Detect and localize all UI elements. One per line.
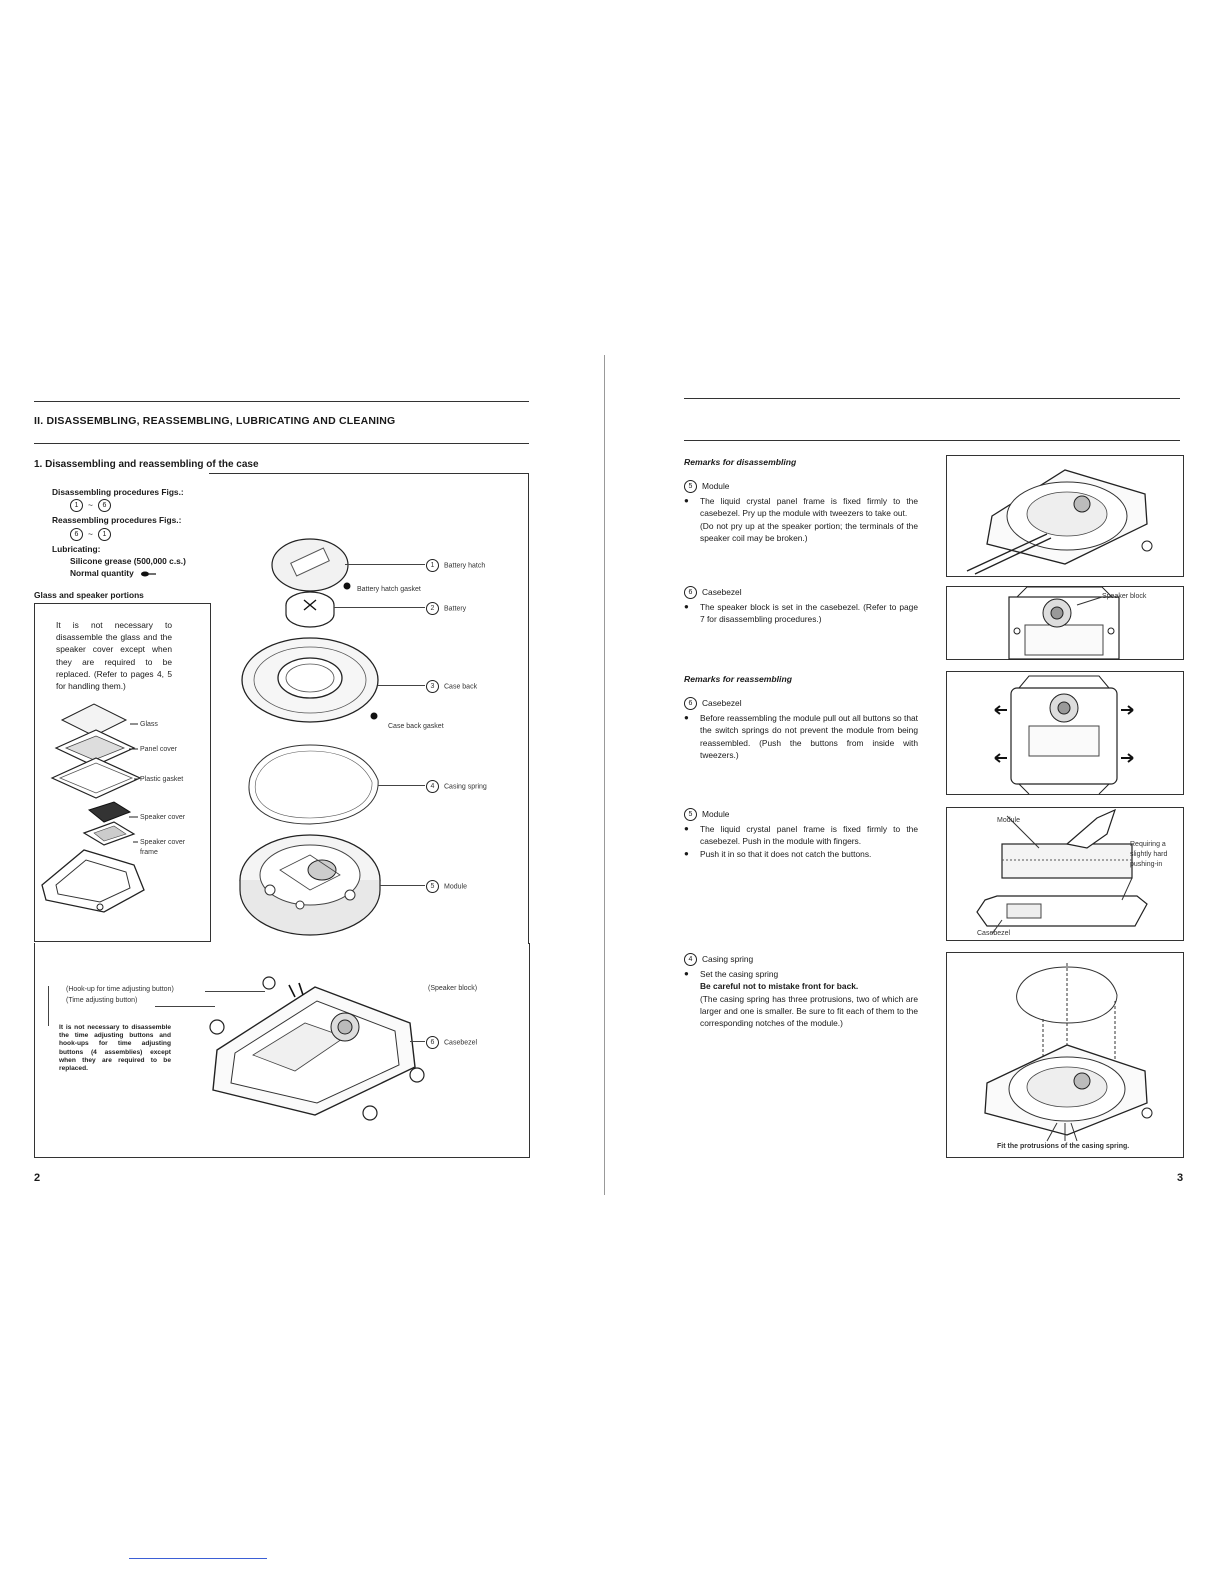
bullet-row — [684, 848, 918, 860]
lubricating-label: Lubricating: — [52, 543, 101, 554]
label-module-text: Module — [444, 883, 467, 891]
bullet-dot: ● — [684, 602, 689, 612]
page-number-left: 2 — [34, 1172, 41, 1184]
bullet-dot: ● — [684, 969, 689, 979]
top-rule-left — [34, 401, 529, 402]
reassembling-seq — [52, 528, 212, 541]
label-speaker-cover: Speaker cover — [140, 814, 186, 821]
section-rule-left — [34, 443, 529, 444]
top-rule-right — [684, 398, 1180, 399]
seq-end: 1 — [98, 528, 111, 541]
fig-label-module: Module — [997, 817, 1020, 824]
section-rule-right — [684, 440, 1180, 441]
bullet-text-1: The liquid crystal panel frame is fixed firmly to the casebezel. Pry up the module with tweezers to take out. — [700, 496, 918, 519]
fig-label-requiring-2: slightly hard — [1130, 851, 1168, 858]
speaker-block-illustration — [947, 587, 1183, 659]
num-6: 6 — [684, 586, 697, 599]
re-item-casebezel-title — [684, 697, 918, 710]
lower-note: It is not necessary to disassemble the time adjusting buttons and hook-ups for time adjusting buttons (4 assemblies) except when they are required to be replaced. — [59, 1024, 171, 1073]
bullet-text-3: (The casing spring has three protrusions, two of which are larger and one is smaller. Be sure to fit each of them to the corresponding notches of the module.) — [700, 993, 918, 1029]
bullet-dot: ● — [684, 848, 689, 858]
grease-text: Silicone grease (500,000 c.s.) — [70, 556, 186, 567]
bullet-text: The speaker block is set in the casebezel. (Refer to page 7 for disassembling procedures.) — [700, 602, 918, 625]
label-casing-spring-text: Casing spring — [444, 783, 487, 791]
disassembling-seq — [52, 499, 212, 512]
label-time-button: (Time adjusting button) — [66, 997, 138, 1004]
fig-label-requiring-3: pushing-in — [1130, 861, 1163, 868]
seq-start: 1 — [70, 499, 83, 512]
bottom-underline — [129, 1558, 267, 1559]
label-case-back-text: Case back — [444, 683, 478, 691]
label-casebezel-text: Casebezel — [444, 1039, 478, 1047]
leader-time-button — [155, 1006, 215, 1007]
fig-label-requiring-1: Requiring a — [1130, 841, 1166, 848]
label-hook-up: (Hook-up for time adjusting button) — [66, 986, 174, 993]
leader-casing-spring — [378, 785, 425, 786]
num-3: 3 — [426, 680, 439, 693]
fig-module-tweezers — [946, 455, 1184, 577]
procedures-block — [52, 486, 212, 580]
num-6: 6 — [684, 697, 697, 710]
fig-speaker-block — [946, 586, 1184, 660]
casing-spring-illustration — [947, 953, 1183, 1157]
bullet-dot: ● — [684, 824, 689, 834]
num-2: 2 — [426, 602, 439, 615]
seq-sep: ~ — [88, 500, 93, 511]
fig-label-speaker-block: Speaker block — [1102, 593, 1147, 600]
glass-heading: Glass and speaker portions — [34, 590, 144, 600]
bullet-row — [684, 968, 918, 1029]
item-title: Casebezel — [702, 587, 742, 597]
label-speaker-cover-frame-2: frame — [140, 849, 158, 856]
bullet-text: Push it in so that it does not catch the buttons. — [700, 848, 872, 859]
label-battery-text: Battery — [444, 605, 467, 613]
re-item-module-title — [684, 808, 918, 821]
bracket-line — [48, 986, 65, 1026]
item-title: Module — [702, 481, 730, 491]
leader-battery — [334, 607, 425, 608]
label-battery-hatch — [426, 559, 485, 572]
bullet-text: The liquid crystal panel frame is fixed firmly to the casebezel. Push in the module with fingers. — [700, 824, 918, 847]
subsection-title: 1. Disassembling and reassembling of the case — [34, 459, 259, 470]
quantity-text: Normal quantity — [70, 568, 134, 579]
label-case-back — [426, 680, 477, 693]
re-item-casing-spring — [684, 953, 918, 1029]
bullet-row — [684, 823, 918, 847]
label-panel-cover: Panel cover — [140, 746, 177, 753]
label-plastic-gasket: Plastic gasket — [140, 776, 184, 783]
bullet-dot: ● — [684, 713, 689, 723]
label-casebezel — [426, 1036, 477, 1049]
label-case-back-gasket: Case back gasket — [388, 723, 444, 730]
leader-casebezel — [410, 1041, 425, 1042]
label-casing-spring — [426, 780, 487, 793]
oil-drop-icon — [140, 568, 156, 580]
seq-end: 6 — [98, 499, 111, 512]
bullet-dot: ● — [684, 496, 689, 506]
dis-item-module — [684, 480, 918, 544]
fig-label-fit: Fit the protrusions of the casing spring. — [997, 1143, 1130, 1150]
leader-module — [380, 885, 425, 886]
bullet-row — [684, 712, 918, 761]
num-4: 4 — [426, 780, 439, 793]
casebezel-illustration — [195, 975, 445, 1125]
label-glass: Glass — [140, 721, 158, 728]
dis-item-casebezel-title — [684, 586, 918, 599]
glass-note: It is not necessary to disassemble the glass and the speaker cover except when they are required to be replaced. (Refer to pages 4, 5 for handling them.) — [56, 620, 172, 692]
leader-battery-hatch — [345, 564, 425, 565]
bullet-text — [700, 968, 918, 1029]
label-speaker-cover-frame-1: Speaker cover — [140, 839, 186, 846]
bullet-text — [700, 495, 918, 544]
disassembling-label: Disassembling procedures Figs.: — [52, 487, 184, 497]
remarks-disassembling: Remarks for disassembling — [684, 457, 797, 467]
section-title: II. DISASSEMBLING, REASSEMBLING, LUBRICATING AND CLEANING — [34, 415, 396, 427]
num-1: 1 — [426, 559, 439, 572]
pull-buttons-illustration — [947, 672, 1183, 794]
label-battery-hatch-text: Battery hatch — [444, 562, 486, 570]
label-battery-hatch-gasket: Battery hatch gasket — [357, 586, 421, 593]
num-5: 5 — [684, 480, 697, 493]
fig-pull-buttons — [946, 671, 1184, 795]
label-battery — [426, 602, 466, 615]
dis-item-module-title — [684, 480, 918, 493]
num-5: 5 — [684, 808, 697, 821]
reassembling-label: Reassembling procedures Figs.: — [52, 515, 182, 526]
re-item-module — [684, 808, 918, 860]
bullet-text-2: Be careful not to mistake front for back. — [700, 981, 859, 992]
dis-item-casebezel — [684, 586, 918, 626]
re-item-casebezel — [684, 697, 918, 761]
label-module — [426, 880, 467, 893]
page-number-right: 3 — [1177, 1172, 1184, 1184]
quantity-row — [52, 567, 212, 580]
re-item-casing-spring-title — [684, 953, 918, 966]
bullet-text-2: (Do not pry up at the speaker portion; the terminals of the speaker coil may be broken.) — [700, 520, 918, 543]
num-4: 4 — [684, 953, 697, 966]
bullet-text-1: Set the casing spring — [700, 969, 779, 980]
fig-label-casebezel: Casebezel — [977, 930, 1011, 937]
label-speaker-block: (Speaker block) — [428, 985, 478, 992]
seq-sep: ~ — [88, 528, 93, 539]
bullet-text: Before reassembling the module pull out all buttons so that the switch springs do not prevent the module from being reassembled. (Push the buttons from inside with tweezers.) — [700, 713, 918, 760]
num-5: 5 — [426, 880, 439, 893]
fig-push-module — [946, 807, 1184, 941]
leader-hook-up — [205, 991, 265, 992]
fig-casing-spring — [946, 952, 1184, 1158]
spine — [604, 355, 605, 1195]
num-6: 6 — [426, 1036, 439, 1049]
item-title: Module — [702, 809, 730, 819]
module-tweezers-illustration — [947, 456, 1183, 576]
remarks-reassembling: Remarks for reassembling — [684, 674, 792, 684]
seq-start: 6 — [70, 528, 83, 541]
bullet-row — [684, 495, 918, 544]
leader-case-back — [378, 685, 425, 686]
item-title: Casebezel — [702, 698, 742, 708]
bullet-row — [684, 601, 918, 625]
item-title: Casing spring — [702, 954, 754, 964]
push-module-illustration — [947, 808, 1183, 940]
